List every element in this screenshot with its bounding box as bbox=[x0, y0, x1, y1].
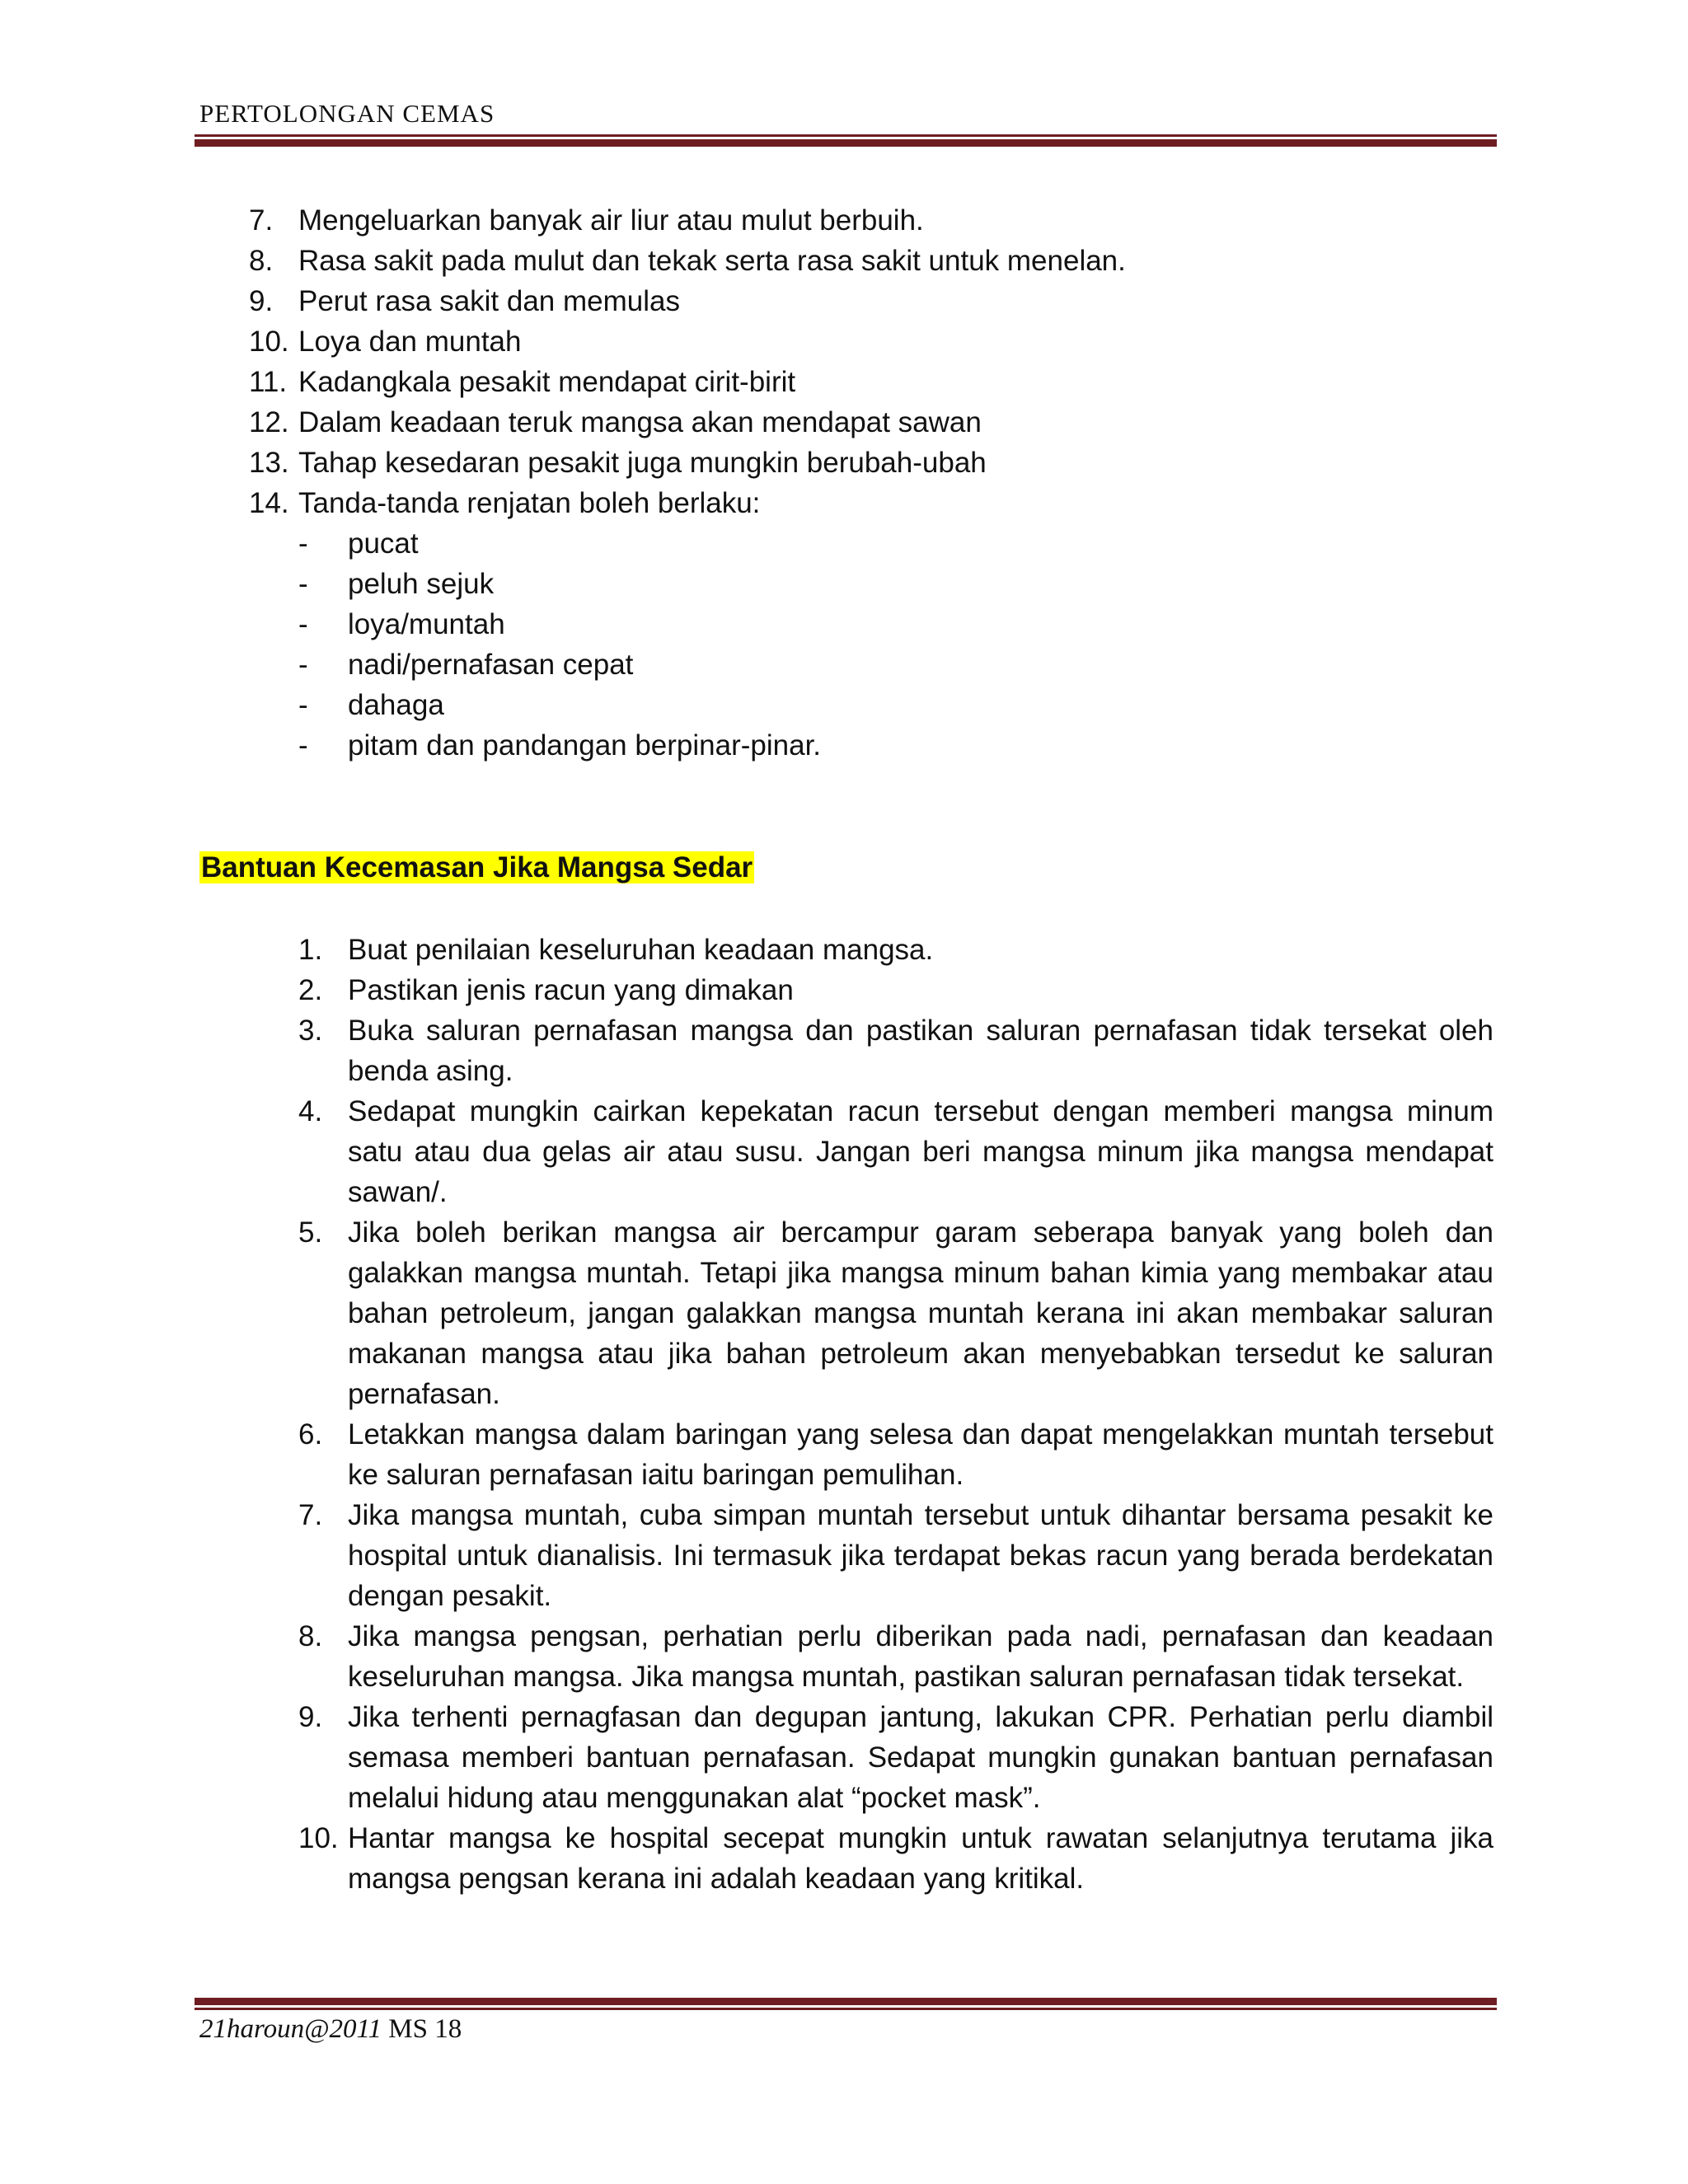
sub-list-item: - peluh sejuk bbox=[298, 568, 495, 600]
sub-list-item: - dahaga bbox=[298, 689, 444, 721]
section-heading bbox=[199, 849, 754, 887]
sub-list-item: - loya/muntah bbox=[298, 608, 505, 640]
list-item: 10. Loya dan muntah bbox=[249, 326, 522, 358]
footer-rule bbox=[195, 1998, 1497, 2010]
list-item: 5. Jika boleh berikan mangsa air bercampur garam seberapa banyak yang boleh dan galakkan mangsa muntah. Tetapi jika mangsa minum bahan kimia yang membakar atau bahan petroleum, jangan galakkan mangsa muntah kerana ini akan membakar saluran makanan mangsa atau jika bahan petroleum akan menyebabkan tersedut ke saluran pernafasan. bbox=[298, 1216, 1493, 1410]
list-item: 9. Perut rasa sakit dan memulas bbox=[249, 285, 680, 317]
list-item-text: Jika terhenti pernagfasan dan degupan jantung, lakukan CPR. Perhatian perlu diambil semasa memberi bantuan pernafasan. Sedapat mungkin gunakan bantuan pernafasan melalui hidung atau menggunakan alat “pocket mask”. bbox=[348, 1701, 1493, 1814]
list-item-text: Tahap kesedaran pesakit juga mungkin berubah-ubah bbox=[298, 447, 987, 479]
list-item-text: Kadangkala pesakit mendapat cirit-birit bbox=[298, 366, 796, 398]
list-item-text: Hantar mangsa ke hospital secepat mungkin untuk rawatan selanjutnya terutama jika mangsa pengsan kerana ini adalah keadaan yang kritikal. bbox=[348, 1822, 1493, 1895]
symptom-list bbox=[249, 200, 1485, 766]
list-item: 13. Tahap kesedaran pesakit juga mungkin berubah-ubah bbox=[249, 447, 987, 479]
list-item: 7. Jika mangsa muntah, cuba simpan muntah tersebut untuk dihantar bersama pesakit ke hospital untuk dianalisis. Ini termasuk jika terdapat bekas racun yang berada berdekatan dengan pesakit. bbox=[298, 1499, 1493, 1612]
list-item: 2. Pastikan jenis racun yang dimakan bbox=[298, 974, 794, 1006]
sub-list-item: - nadi/pernafasan cepat bbox=[298, 649, 634, 681]
list-item: 8. Rasa sakit pada mulut dan tekak serta rasa sakit untuk menelan. bbox=[249, 245, 1126, 277]
list-item-text: Loya dan muntah bbox=[298, 326, 522, 358]
list-item: 7. Mengeluarkan banyak air liur atau mulut berbuih. bbox=[249, 204, 924, 237]
shock-signs-list bbox=[298, 523, 1485, 766]
list-item-text: Letakkan mangsa dalam baringan yang selesa dan dapat mengelakkan muntah tersebut ke saluran pernafasan iaitu baringan pemulihan. bbox=[348, 1418, 1493, 1491]
list-item: 8. Jika mangsa pengsan, perhatian perlu diberikan pada nadi, pernafasan dan keadaan keseluruhan mangsa. Jika mangsa muntah, pastikan saluran pernafasan tidak tersekat. bbox=[298, 1620, 1493, 1693]
list-item-text: Jika mangsa pengsan, perhatian perlu diberikan pada nadi, pernafasan dan keadaan keseluruhan mangsa. Jika mangsa muntah, pastikan saluran pernafasan tidak tersekat. bbox=[348, 1620, 1493, 1693]
list-item: 4. Sedapat mungkin cairkan kepekatan racun tersebut dengan memberi mangsa minum satu atau dua gelas air atau susu. Jangan beri mangsa minum jika mangsa mendapat sawan/. bbox=[298, 1095, 1493, 1208]
footer-author: 21haroun@2011 bbox=[199, 2014, 382, 2044]
list-item: 6. Letakkan mangsa dalam baringan yang selesa dan dapat mengelakkan muntah tersebut ke saluran pernafasan iaitu baringan pemulihan. bbox=[298, 1418, 1493, 1491]
list-item-text: Perut rasa sakit dan memulas bbox=[298, 285, 680, 317]
sub-list-item: - pitam dan pandangan berpinar-pinar. bbox=[298, 729, 822, 762]
list-item: 9. Jika terhenti pernagfasan dan degupan jantung, lakukan CPR. Perhatian perlu diambil semasa memberi bantuan pernafasan. Sedapat mungkin gunakan bantuan pernafasan melalui hidung atau menggunakan alat “pocket mask”. bbox=[298, 1701, 1493, 1814]
first-aid-steps-list bbox=[298, 930, 1493, 1899]
list-item-text: Rasa sakit pada mulut dan tekak serta rasa sakit untuk menelan. bbox=[298, 245, 1126, 277]
sub-list-item: - pucat bbox=[298, 527, 419, 560]
list-item-text: Tanda-tanda renjatan boleh berlaku: bbox=[298, 487, 761, 519]
list-item-text: Buat penilaian keseluruhan keadaan mangsa. bbox=[348, 934, 934, 966]
list-item: 12. Dalam keadaan teruk mangsa akan mendapat sawan bbox=[249, 406, 982, 438]
list-item-text: Mengeluarkan banyak air liur atau mulut berbuih. bbox=[298, 204, 924, 237]
list-item: 11. Kadangkala pesakit mendapat cirit-birit bbox=[249, 366, 796, 398]
list-item: 1. Buat penilaian keseluruhan keadaan mangsa. bbox=[298, 934, 934, 966]
list-item-text: Pastikan jenis racun yang dimakan bbox=[348, 974, 794, 1006]
header-rule bbox=[195, 134, 1497, 147]
list-item-text: Dalam keadaan teruk mangsa akan mendapat sawan bbox=[298, 406, 982, 438]
list-item: 14. Tanda-tanda renjatan boleh berlaku: - pucat - peluh sejuk - loya/muntah - nadi/pernafasan cepat - dahaga - pitam dan pandangan berpinar-pinar. bbox=[249, 483, 1485, 766]
list-item: 10. Hantar mangsa ke hospital secepat mungkin untuk rawatan selanjutnya terutama jika mangsa pengsan kerana ini adalah keadaan yang kritikal. bbox=[298, 1822, 1493, 1895]
list-item: 3. Buka saluran pernafasan mangsa dan pastikan saluran pernafasan tidak tersekat oleh benda asing. bbox=[298, 1015, 1493, 1087]
page-footer bbox=[199, 2014, 462, 2045]
page-number: MS 18 bbox=[388, 2014, 462, 2044]
list-item-text: Sedapat mungkin cairkan kepekatan racun tersebut dengan memberi mangsa minum satu atau dua gelas air atau susu. Jangan beri mangsa minum jika mangsa mendapat sawan/. bbox=[348, 1095, 1493, 1208]
page-header-title: PERTOLONGAN CEMAS bbox=[199, 99, 495, 128]
highlighted-heading-text: Bantuan Kecemasan Jika Mangsa Sedar bbox=[201, 851, 753, 883]
list-item-text: Jika mangsa muntah, cuba simpan muntah tersebut untuk dihantar bersama pesakit ke hospital untuk dianalisis. Ini termasuk jika terdapat bekas racun yang berada berdekatan dengan pesakit. bbox=[348, 1499, 1493, 1612]
list-item-text: Buka saluran pernafasan mangsa dan pastikan saluran pernafasan tidak tersekat oleh benda asing. bbox=[348, 1015, 1493, 1087]
list-item-text: Jika boleh berikan mangsa air bercampur garam seberapa banyak yang boleh dan galakkan mangsa muntah. Tetapi jika mangsa minum bahan kimia yang membakar atau bahan petroleum, jangan galakkan mangsa muntah kerana ini akan membakar saluran makanan mangsa atau jika bahan petroleum akan menyebabkan tersedut ke saluran pernafasan. bbox=[348, 1216, 1493, 1410]
